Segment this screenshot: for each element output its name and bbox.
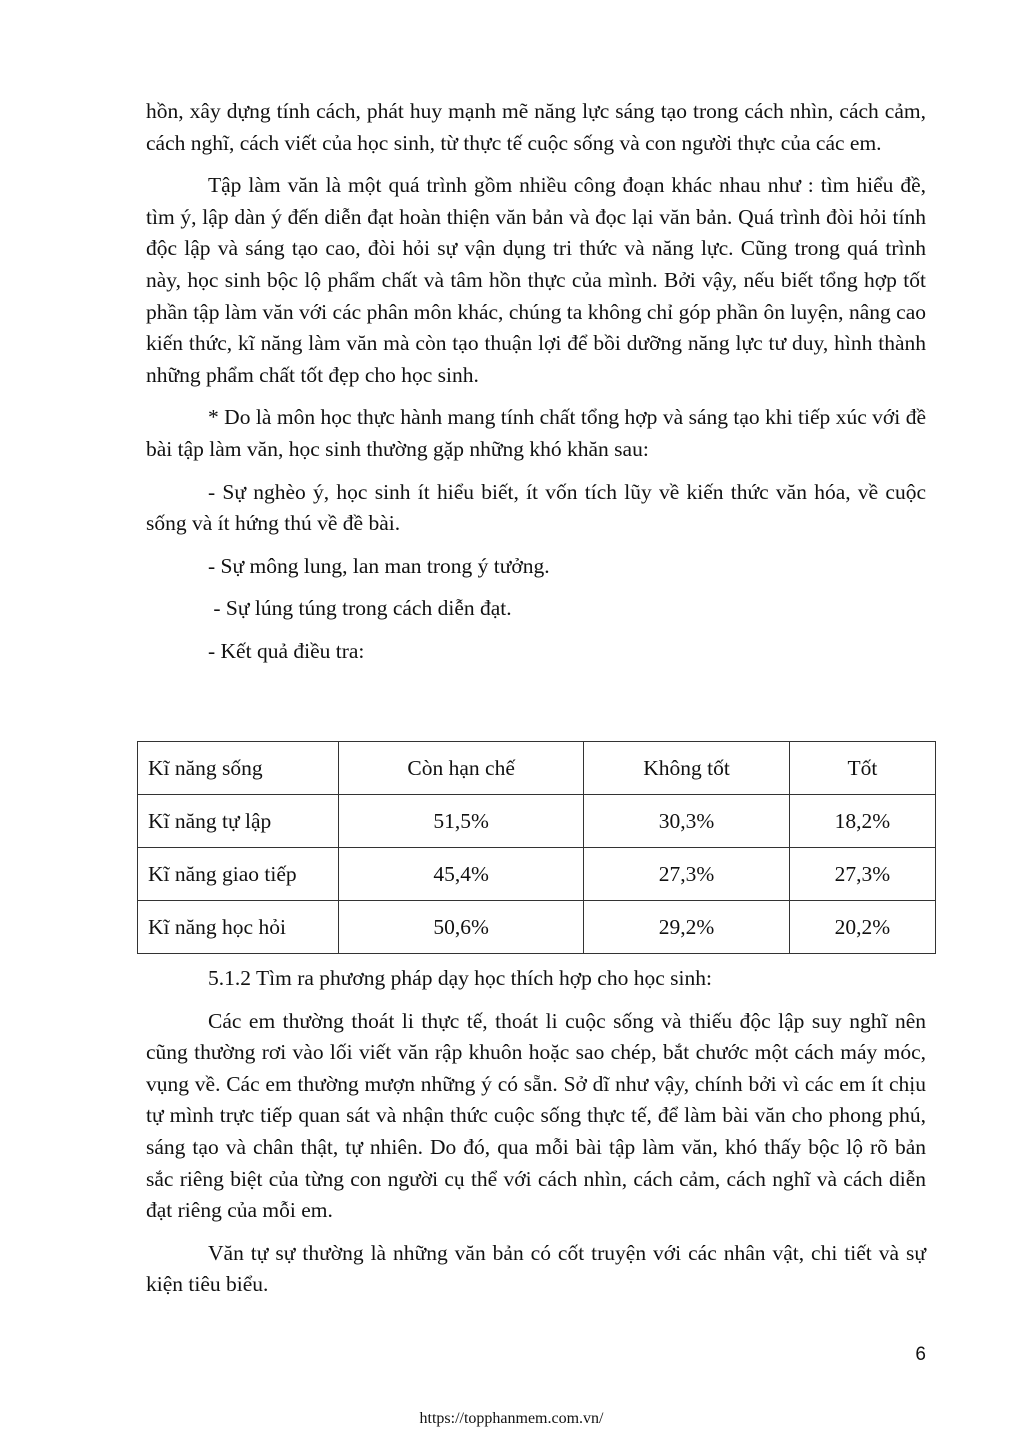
cell-good: 18,2%	[789, 795, 935, 848]
table-row	[138, 848, 936, 901]
list-item-lack-ideas: - Sự nghèo ý, học sinh ít hiểu biết, ít vốn tích lũy về kiến thức văn hóa, về cuộc sống và ít hứng thú về đề bài.	[146, 479, 926, 536]
paragraph-continuation: hồn, xây dựng tính cách, phát huy mạnh mẽ năng lực sáng tạo trong cách nhìn, cách cảm, cách nghĩ, cách viết của học sinh, từ thực tế cuộc sống và con người thực của các em.	[146, 99, 926, 155]
table-row	[138, 795, 936, 848]
survey-results-table	[137, 741, 936, 954]
paragraph-narrative-text: Văn tự sự thường là những văn bản có cốt truyện với các nhân vật, chi tiết và sự kiện tiêu biểu.	[146, 1240, 926, 1297]
list-item-vague-ideas: - Sự mông lung, lan man trong ý tưởng.	[208, 553, 550, 578]
cell-not-good: 29,2%	[584, 901, 789, 954]
footer-url: https://topphanmem.com.vn/	[419, 1410, 604, 1427]
survey-results-label: - Kết quả điều tra:	[208, 638, 365, 663]
cell-not-good: 30,3%	[584, 795, 789, 848]
paragraph-students-habits: Các em thường thoát li thực tế, thoát li cuộc sống và thiếu độc lập suy nghĩ nên cũng thường rơi vào lối viết văn rập khuôn hoặc sao chép, bắt chước một cách máy móc, vụng về. Các em thường mượn những ý có sẵn. Sở dĩ như vậy, chính bởi vì các em ít chịu tự mình trực tiếp quan sát và nhận thức cuộc sống thực tế, để làm bài văn cho phong phú, sáng tạo và chân thật, tự nhiên. Do đó, qua mỗi bài tập làm văn, khó thấy bộc lộ rõ bản sắc riêng biệt của từng con người cụ thể với cách nhìn, cách cảm, cách nghĩ và cách diễn đạt riêng của mỗi em.	[146, 1008, 926, 1223]
header-limited: Còn hạn chế	[339, 742, 584, 795]
paragraph-difficulties-intro: * Do là môn học thực hành mang tính chất tổng hợp và sáng tạo khi tiếp xúc với đề bài tập làm văn, học sinh thường gặp những khó khăn sau:	[146, 405, 926, 461]
row-label: Kĩ năng giao tiếp	[138, 848, 339, 901]
cell-good: 20,2%	[789, 901, 935, 954]
header-not-good: Không tốt	[584, 742, 789, 795]
list-item-awkward-expression: - Sự lúng túng trong cách diễn đạt.	[208, 596, 512, 621]
table-row	[138, 901, 936, 954]
row-label: Kĩ năng học hỏi	[138, 901, 339, 954]
table-header-row	[138, 742, 936, 795]
row-label: Kĩ năng tự lập	[138, 795, 339, 848]
cell-limited: 45,4%	[339, 848, 584, 901]
cell-limited: 51,5%	[339, 795, 584, 848]
paragraph-writing-process: Tập làm văn là một quá trình gồm nhiều công đoạn khác nhau như : tìm hiểu đề, tìm ý, lập dàn ý đến diễn đạt hoàn thiện văn bản và đọc lại văn bản. Quá trình đòi hỏi tính độc lập và sáng tạo cao, đòi hỏi sự vận dụng tri thức và năng lực. Cũng trong quá trình này, học sinh bộc lộ phẩm chất và tâm hồn thực của mình. Bởi vậy, nếu biết tổng hợp tốt phần tập làm văn với các phân môn khác, chúng ta không chỉ góp phần ôn luyện, nâng cao kiến thức, kĩ năng làm văn mà còn tạo thuận lợi để bồi dưỡng năng lực tư duy, hình thành những phẩm chất tốt đẹp cho học sinh.	[146, 173, 926, 387]
page-number: 6	[915, 1344, 926, 1365]
cell-limited: 50,6%	[339, 901, 584, 954]
body-text-bottom	[146, 963, 926, 1312]
cell-good: 27,3%	[789, 848, 935, 901]
body-text-top	[146, 96, 926, 679]
header-good: Tốt	[789, 742, 935, 795]
header-life-skill: Kĩ năng sống	[138, 742, 339, 795]
section-heading-5-1-2: 5.1.2 Tìm ra phương pháp dạy học thích hợp cho học sinh:	[208, 966, 712, 990]
cell-not-good: 27,3%	[584, 848, 789, 901]
